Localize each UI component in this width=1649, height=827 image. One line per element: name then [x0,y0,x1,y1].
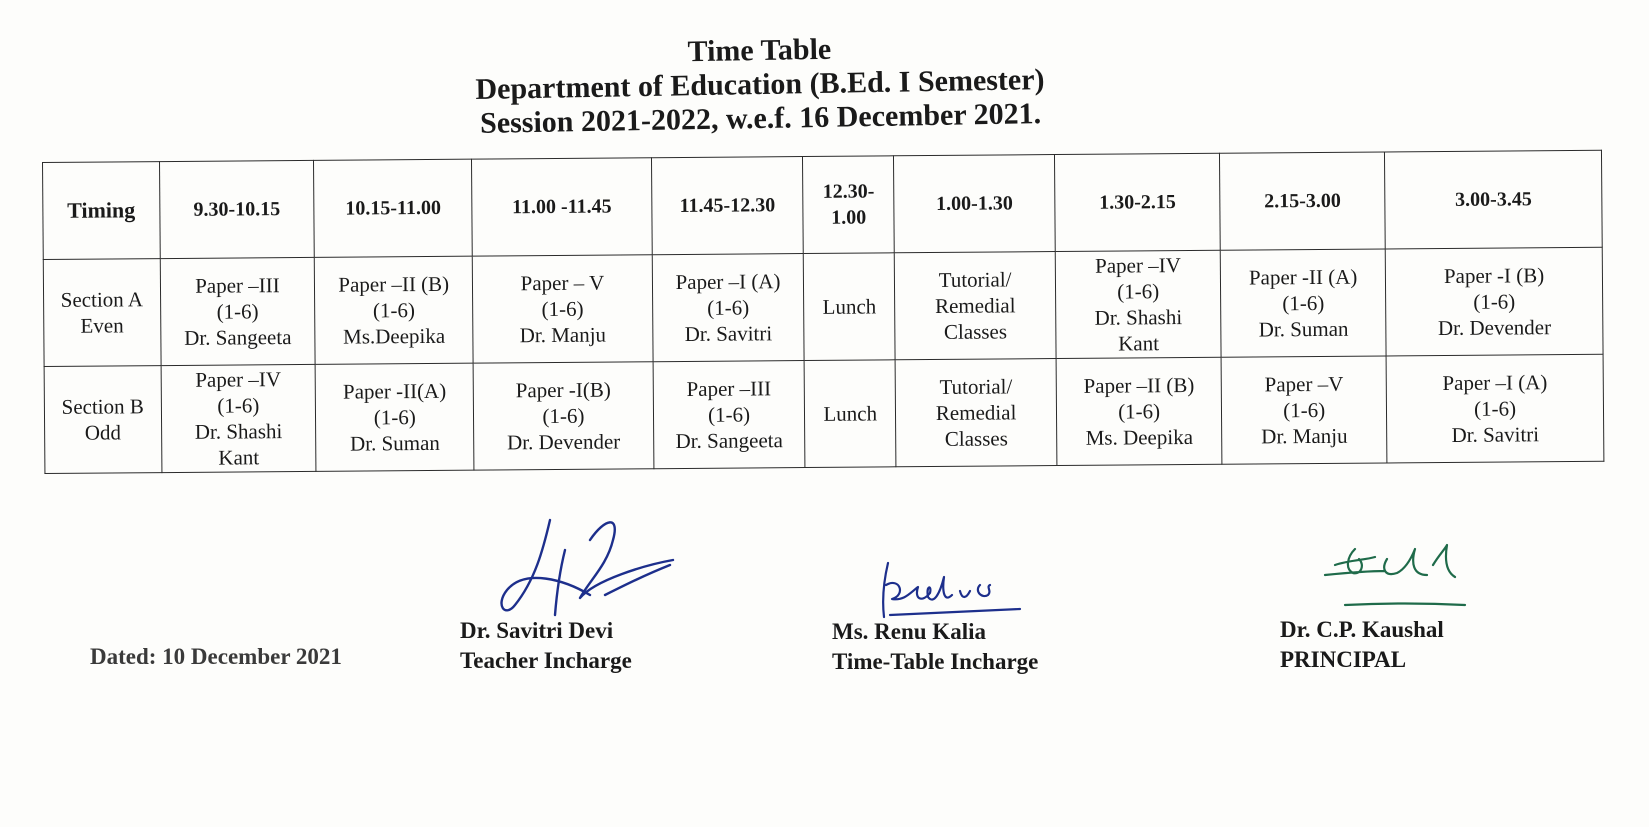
timetable-cell [653,361,805,469]
cell-line: Dr. Savitri [1451,422,1540,447]
cell-line: Paper –II (B) [338,271,450,297]
timetable-cell [315,256,474,364]
timetable-container [42,150,1604,474]
cell-line: (1-6) [1473,289,1516,314]
cell-line: Tutorial/ [938,267,1012,292]
timetable-cell [1385,247,1603,356]
timetable-cell [804,253,896,361]
cell-line: Paper -II (A) [1248,264,1358,290]
cell-line: Lunch [822,294,877,319]
cell-line: (1-6) [541,296,584,322]
header-slot: 1.00-1.30 [894,155,1056,253]
cell-line: Dr. Suman [349,430,440,456]
signatory-role: PRINCIPAL [1280,647,1407,672]
session-line: Session 2021-2022, w.e.f. 16 December 2021. [479,97,1042,140]
cell-line: Classes [943,319,1008,344]
timetable-cell [161,364,317,472]
cell-line: Tutorial/ [939,374,1013,399]
department-line: Department of Education (B.Ed. I Semester) [475,63,1045,106]
timetable-row [43,247,1603,366]
header-slot: 2.15-3.00 [1220,152,1386,250]
cell-line: Paper –I (A) [1442,370,1548,396]
cell-line: Dr. Devender [1437,315,1552,341]
section-label [43,259,160,367]
document-heading [299,26,1221,144]
cell-line: Dr. Manju [1261,423,1348,449]
header-slot: 12.30-1.00 [803,156,895,254]
cell-line: Paper –II (B) [1083,372,1195,398]
header-slot: 1.30-2.15 [1055,153,1221,251]
timetable-cell [1220,249,1386,357]
cell-line: Dr. Suman [1258,316,1349,342]
cell-line: Paper –III [686,376,772,401]
signatory-principal [1280,615,1444,675]
cell-line: (1-6) [1117,279,1160,304]
timetable-cell [472,255,652,363]
cell-line: (1-6) [216,299,259,324]
signatory-name: Ms. Renu Kalia [832,619,986,644]
timetable-cell [652,254,804,362]
timetable-row [44,354,1604,473]
timetable-cell [315,363,474,471]
header-slot: 10.15-11.00 [314,159,473,257]
cell-line: Remedial [935,400,1017,425]
timetable [42,150,1604,474]
section-label-line: Section A [60,287,144,312]
signatory-name: Dr. Savitri Devi [460,618,614,643]
cell-line: Dr. Manju [519,322,607,348]
section-label-line: Section B [61,394,144,419]
cell-line: Paper –V [1264,371,1344,397]
cell-line: Dr. Sangeeta [184,325,292,350]
cell-line: Lunch [823,401,878,426]
cell-line: Paper –III [195,273,280,298]
cell-line: Remedial [934,293,1016,318]
cell-line: Paper –IV [195,367,282,392]
signature-renu-kalia [870,555,1030,625]
cell-line: (1-6) [217,393,260,418]
signatory-role: Teacher Incharge [460,648,632,673]
cell-line: Classes [944,426,1008,451]
signatory-role: Time-Table Incharge [832,649,1039,674]
cell-line: Kant [218,445,260,470]
cell-line: Dr. Devender [506,429,621,455]
cell-line: Paper -I(B) [515,377,611,403]
timetable-cell [160,257,316,365]
signature-cp-kaushal [1315,535,1485,615]
cell-line: (1-6) [1118,399,1161,424]
cell-line: Dr. Savitri [684,321,773,346]
signature-savitri-devi [495,510,695,630]
cell-line: Ms.Deepika [343,323,446,349]
section-label-line: Even [80,313,124,338]
header-slot: 3.00-3.45 [1385,150,1603,249]
header-slot: 9.30-10.15 [159,160,315,258]
timetable-cell [1056,357,1222,465]
timetable-cell [1386,354,1604,463]
cell-line: Dr. Shashi [194,419,283,444]
cell-line: Paper –IV [1095,253,1181,278]
cell-line: (1-6) [372,298,416,323]
cell-line: Ms. Deepika [1085,424,1194,450]
timetable-cell [473,362,653,470]
cell-line: Paper –I (A) [675,269,781,295]
cell-line: Dr. Sangeeta [675,428,783,454]
timetable-cell [804,360,896,468]
signatory-name: Dr. C.P. Kaushal [1280,617,1444,642]
section-label [44,366,161,474]
timetable-cell [895,359,1057,467]
cell-line: (1-6) [1282,290,1325,316]
header-slot: 11.00 -11.45 [472,158,652,256]
cell-line: (1-6) [373,405,416,430]
signatory-teacher-incharge [460,616,632,676]
cell-line: (1-6) [707,295,750,320]
timetable-cell [894,252,1056,360]
timetable-header-row [43,150,1603,259]
cell-line: (1-6) [1474,396,1517,421]
cell-line: (1-6) [542,403,585,429]
cell-line: Paper -II(A) [342,378,447,404]
section-label-line: Odd [84,420,122,445]
cell-line: Paper -I (B) [1443,263,1545,288]
cell-line: Paper – V [520,270,605,296]
cell-line: (1-6) [1283,397,1326,423]
dated-line: Dated: 10 December 2021 [90,644,342,669]
cell-line: Dr. Shashi [1094,305,1183,330]
document-title: Time Table [687,32,832,69]
header-slot: 11.45-12.30 [651,157,803,255]
signatory-timetable-incharge [832,617,1038,677]
cell-line: Kant [1118,331,1160,356]
cell-line: (1-6) [707,402,751,427]
timetable-cell [1221,356,1387,464]
timetable-cell [1055,250,1221,358]
header-timing: Timing [43,162,160,260]
